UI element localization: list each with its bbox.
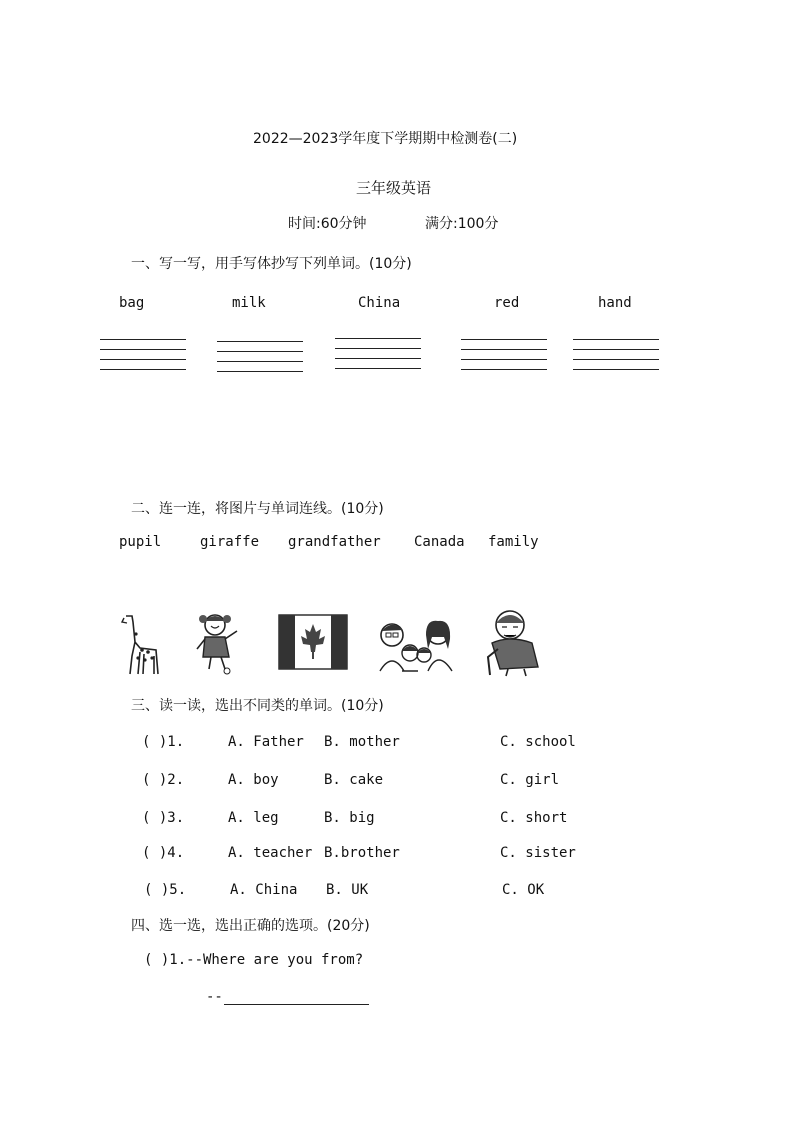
exam-subtitle: 三年级英语 xyxy=(356,179,432,197)
match-word-family: family xyxy=(488,534,539,550)
word-red: red xyxy=(494,295,520,311)
q4-1-answer-line[interactable] xyxy=(224,1004,369,1005)
q3-3-option-a: A. leg xyxy=(228,810,279,826)
match-word-giraffe: giraffe xyxy=(200,534,260,550)
q3-2-option-c: C. girl xyxy=(500,772,560,788)
word-china: China xyxy=(358,295,401,311)
exam-time: 时间:60分钟 xyxy=(288,216,367,232)
section3-title: 三、读一读，选出不同类的单词。(10分) xyxy=(131,698,384,714)
q3-4-option-a: A. teacher xyxy=(228,845,313,861)
girl-picture[interactable] xyxy=(193,609,243,675)
writing-lines-bag[interactable] xyxy=(100,339,186,379)
q3-1-option-a: A. Father xyxy=(228,734,304,750)
q3-2-option-a: A. boy xyxy=(228,772,279,788)
exam-title: 2022—2023学年度下学期期中检测卷(二) xyxy=(253,131,518,147)
match-word-pupil: pupil xyxy=(119,534,162,550)
q4-1-answer-prefix: -- xyxy=(206,989,223,1005)
q4-1-question[interactable]: ( )1.--Where are you from? xyxy=(144,952,364,968)
exam-score: 满分:100分 xyxy=(425,216,499,232)
section4-title: 四、选一选，选出正确的选项。(20分) xyxy=(131,918,370,934)
section1-title: 一、写一写，用手写体抄写下列单词。(10分) xyxy=(131,256,412,272)
q3-4-option-c: C. sister xyxy=(500,845,576,861)
writing-lines-milk[interactable] xyxy=(217,341,303,381)
q3-1-option-b: B. mother xyxy=(324,734,400,750)
word-hand: hand xyxy=(598,295,632,311)
q3-4-number[interactable]: ( )4. xyxy=(142,845,185,861)
q3-2-number[interactable]: ( )2. xyxy=(142,772,185,788)
writing-lines-hand[interactable] xyxy=(573,339,659,379)
q3-5-option-b: B. UK xyxy=(326,882,369,898)
q3-1-number[interactable]: ( )1. xyxy=(142,734,185,750)
q3-4-option-b: B.brother xyxy=(324,845,400,861)
match-word-canada: Canada xyxy=(414,534,465,550)
canada-flag-picture[interactable] xyxy=(278,614,348,670)
word-bag: bag xyxy=(119,295,145,311)
word-milk: milk xyxy=(232,295,266,311)
q3-3-number[interactable]: ( )3. xyxy=(142,810,185,826)
q3-5-option-a: A. China xyxy=(230,882,298,898)
giraffe-picture[interactable] xyxy=(118,612,164,676)
q3-2-option-b: B. cake xyxy=(324,772,384,788)
q3-3-option-c: C. short xyxy=(500,810,568,826)
writing-lines-china[interactable] xyxy=(335,338,421,378)
q3-3-option-b: B. big xyxy=(324,810,375,826)
q3-5-number[interactable]: ( )5. xyxy=(144,882,187,898)
writing-lines-red[interactable] xyxy=(461,339,547,379)
family-picture[interactable] xyxy=(376,615,456,673)
q3-5-option-c: C. OK xyxy=(502,882,545,898)
grandfather-picture[interactable] xyxy=(478,605,548,677)
q3-1-option-c: C. school xyxy=(500,734,576,750)
match-word-grandfather: grandfather xyxy=(288,534,381,550)
section2-title: 二、连一连，将图片与单词连线。(10分) xyxy=(131,501,384,517)
